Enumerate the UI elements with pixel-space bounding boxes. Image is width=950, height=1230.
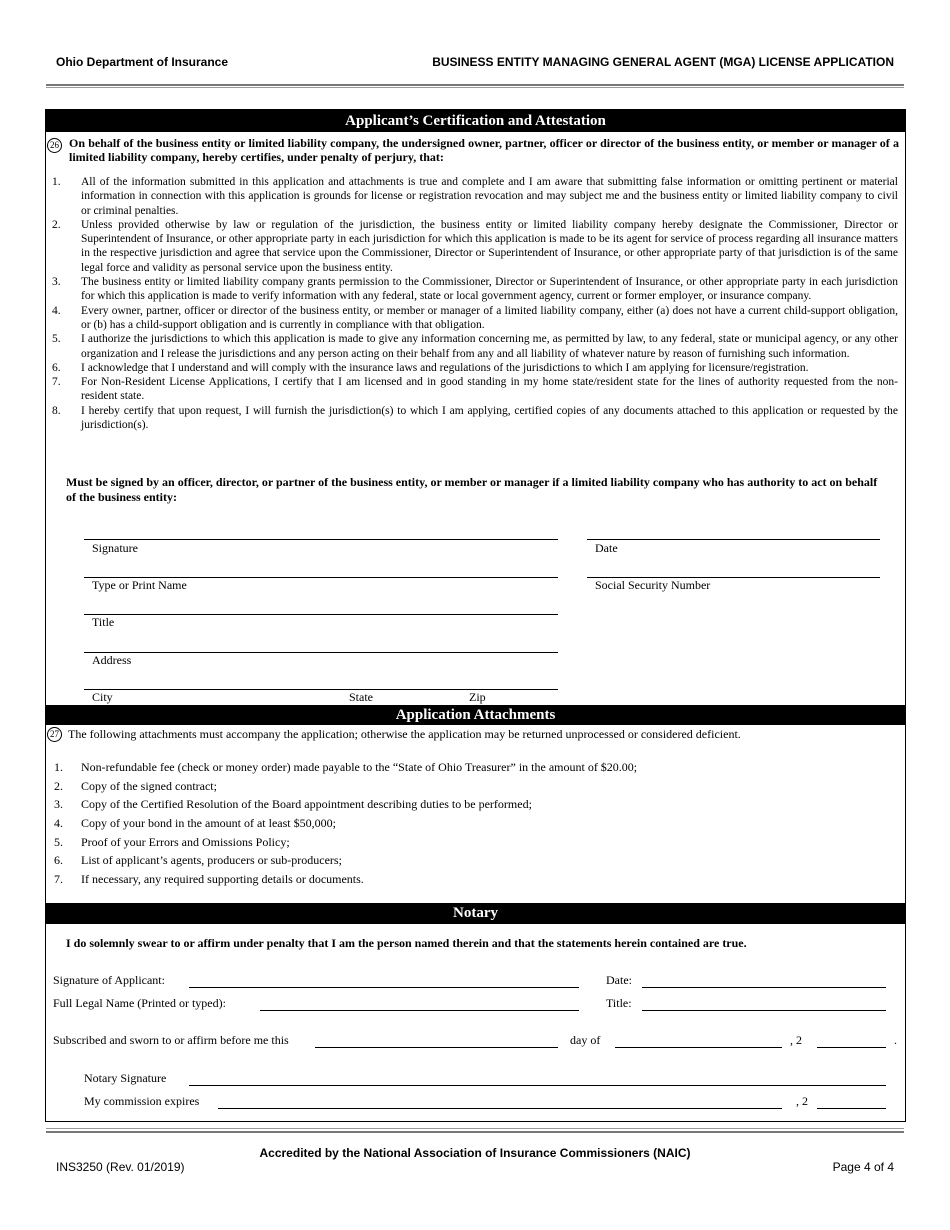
notary-heading: Notary [45,903,906,924]
commission-expires-field[interactable] [218,1108,782,1109]
list-item: 3. The business entity or limited liability company grants permission to the Commissioner, Director or Superintendent of Insurance, or other appropriate party in each jurisdiction for which this application is made to verify information with any federal, state or local government agency, current or former employer, or insurance company. [52,276,898,303]
year-prefix-label: , 2 [790,1033,802,1047]
notary-oath: I do solemnly swear to or affirm under penalty that I am the person named therein and that the statements herein contained are true. [66,936,747,950]
commission-year-prefix: , 2 [796,1094,808,1108]
section-number-badge: 27 [47,727,62,742]
form-title: BUSINESS ENTITY MANAGING GENERAL AGENT (MGA) LICENSE APPLICATION [432,55,894,69]
commission-year-field[interactable] [817,1108,886,1109]
page-number: Page 4 of 4 [832,1160,894,1174]
list-item: 2. Copy of the signed contract; [54,778,217,793]
ssn-label: Social Security Number [595,578,711,592]
accreditation-note: Accredited by the National Association of Insurance Commissioners (NAIC) [259,1146,691,1160]
list-item: 2. Unless provided otherwise by law or regulation of the jurisdiction, the business entity or limited liability company hereby designate the Commissioner, Director or Superintendent of Insurance, or other appropriate party in each jurisdiction for which this application is made to be its agent for service of process regarding all insurance matters in the respective jurisdiction and agree that service upon the Commissioner, Director or Superintendent of Insurance, or other appropriate party of that jurisdiction is of the same legal force and validity as personal service upon the business entity. [52,218,898,274]
attachments-intro: 27 The following attachments must accompany the application; otherwise the application may be returned unprocessed or considered deficient. [47,727,741,743]
date-field[interactable] [587,539,880,540]
list-item: 4. Copy of your bond in the amount of at least $50,000; [54,816,336,831]
footer-rule-thin [46,1128,904,1129]
attachments-list [54,760,637,891]
title-label: Title [92,615,115,629]
state-label: State [349,690,373,704]
full-name-label: Full Legal Name (Printed or typed): [53,996,226,1010]
print-name-label: Type or Print Name [92,578,187,592]
certification-intro-text: On behalf of the business entity or limited liability company, the undersigned owner, partner, officer or director of the business entity, or member or manager of a limited liability company, hereby certifies, under penalty of perjury, that: [69,136,899,164]
signature-instruction: Must be signed by an officer, director, or partner of the business entity, or member or manager if a limited liability company who has authority to act on behalf of the business entity: [66,475,878,504]
zip-label: Zip [469,690,486,704]
applicant-signature-label: Signature of Applicant: [53,973,165,987]
agency-name: Ohio Department of Insurance [56,55,229,69]
list-item: 7. If necessary, any required supporting details or documents. [54,872,364,887]
sentence-period: . [894,1033,897,1047]
certification-list [52,175,898,432]
list-item: 6. List of applicant’s agents, producers or sub-producers; [54,853,342,868]
applicant-signature-field[interactable] [189,987,579,988]
notary-title-field[interactable] [642,1010,886,1011]
notary-date-field[interactable] [642,987,886,988]
list-item: 1. All of the information submitted in this application and attachments is true and complete and I am aware that submitting false information or omitting pertinent or material information in connection with this application is grounds for license or registration revocation and may subject me and the business entity or limited liability company to civil or criminal penalties. [52,176,898,217]
form-id: INS3250 (Rev. 01/2019) [56,1160,185,1174]
list-item: 6. I acknowledge that I understand and will comply with the insurance laws and regulations of the jurisdictions to which I am applying for licensure/registration. [52,361,809,374]
date-label: Date [595,541,618,555]
address-label: Address [92,653,132,667]
list-item: 7. For Non-Resident License Applications, I certify that I am licensed and in good standing in my home state/resident state for the lines of authority requested from the non-resident state. [52,376,898,403]
address-field[interactable] [84,652,558,653]
commission-expires-label: My commission expires [84,1094,200,1108]
signature-label: Signature [92,541,138,555]
full-name-field[interactable] [260,1010,579,1011]
notary-signature-field[interactable] [189,1085,886,1086]
header-rule-thin [46,87,904,88]
list-item: 4. Every owner, partner, officer or director of the business entity, or member or manager of a limited liability company, either (a) does not have a current child-support obligation, or (b) has a child-support obligation and is currently in compliance with that obligation. [52,304,898,331]
title-field[interactable] [84,614,558,615]
notary-signature-label: Notary Signature [84,1071,167,1085]
certification-heading: Applicant’s Certification and Attestation [45,110,906,132]
day-of-label: day of [570,1033,601,1047]
header-rule [46,84,904,86]
city-state-zip-field[interactable] [84,689,558,690]
footer-rule [46,1131,904,1133]
list-item: 3. Copy of the Certified Resolution of the Board appointment describing duties to be performed; [54,797,532,812]
list-item: 8. I hereby certify that upon request, I will furnish the jurisdiction(s) to which I am applying, certified copies of any documents attached to this application or requested by the jurisdiction(s). [52,404,898,432]
section-number-badge: 26 [47,138,62,153]
list-item: 5. Proof of your Errors and Omissions Policy; [54,834,290,849]
subscribed-label: Subscribed and sworn to or affirm before me this [53,1033,289,1047]
notary-date-label: Date: [606,973,632,987]
day-field[interactable] [315,1047,558,1048]
notary-title-label: Title: [606,996,632,1010]
year-field[interactable] [817,1047,886,1048]
list-item: 1. Non-refundable fee (check or money order) made payable to the “State of Ohio Treasurer” in the amount of $20.00; [54,760,638,774]
city-label: City [92,690,113,704]
attachments-heading: Application Attachments [45,705,906,725]
list-item: 5. I authorize the jurisdictions to which this application is made to give any information concerning me, as permitted by law, to any federal, state or municipal agency, or any other organization and I release the jurisdictions and any person acting on their behalf from any and all liability of whatever nature by reason of furnishing such information. [52,333,898,360]
signature-field[interactable] [84,539,558,540]
month-field[interactable] [615,1047,782,1048]
